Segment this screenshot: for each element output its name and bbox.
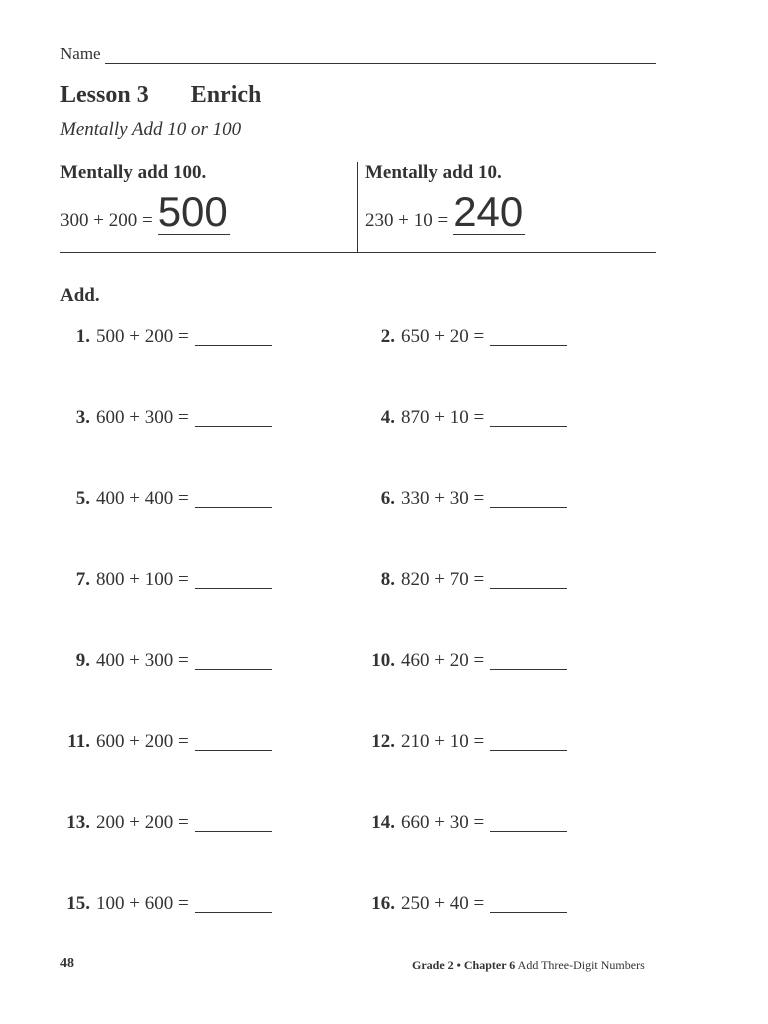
answer-blank[interactable] [490, 587, 567, 589]
answer-blank[interactable] [490, 506, 567, 508]
problem-expression: 250 + 40 = [401, 893, 485, 914]
footer-chapter-title: Add Three-Digit Numbers [517, 958, 645, 972]
example-equation [365, 190, 525, 235]
lesson-number: Lesson 3 [60, 82, 149, 108]
problem-number: 13. [66, 812, 90, 833]
problem-expression: 460 + 20 = [401, 650, 485, 671]
answer-blank[interactable] [490, 668, 567, 670]
problem-item [365, 730, 567, 754]
problem-item [60, 730, 272, 754]
name-line[interactable] [105, 47, 656, 64]
example-heading: Mentally add 10. [365, 162, 502, 183]
problem-number: 3. [75, 407, 90, 428]
lesson-title [60, 80, 261, 110]
problem-number: 2. [380, 326, 395, 347]
example-answer: 240 [453, 188, 524, 235]
problem-item [60, 406, 272, 430]
problem-number: 12. [371, 731, 395, 752]
problem-number: 10. [371, 650, 395, 671]
problem-number: 8. [380, 569, 395, 590]
lesson-type: Enrich [190, 82, 262, 108]
example-box [60, 162, 656, 253]
problem-expression: 650 + 20 = [401, 326, 485, 347]
problem-number: 7. [75, 569, 90, 590]
problem-item [365, 892, 567, 916]
example-equation [60, 190, 230, 235]
footer-chapter [412, 958, 645, 973]
problem-item [365, 406, 567, 430]
problem-expression: 400 + 300 = [96, 650, 189, 671]
problem-item [365, 487, 567, 511]
example-heading: Mentally add 100. [60, 162, 207, 183]
example-divider [357, 162, 358, 252]
example-answer: 500 [157, 188, 228, 235]
example-add-100 [60, 162, 230, 235]
problem-expression: 500 + 200 = [96, 326, 189, 347]
problem-number: 15. [66, 893, 90, 914]
answer-blank[interactable] [195, 668, 272, 670]
answer-blank[interactable] [195, 830, 272, 832]
example-expression: 300 + 200 = [60, 210, 153, 231]
problem-expression: 400 + 400 = [96, 488, 189, 509]
problem-number: 16. [371, 893, 395, 914]
problem-expression: 330 + 30 = [401, 488, 485, 509]
answer-blank[interactable] [490, 425, 567, 427]
problem-expression: 800 + 100 = [96, 569, 189, 590]
answer-blank[interactable] [195, 587, 272, 589]
answer-blank[interactable] [195, 344, 272, 346]
answer-blank[interactable] [490, 911, 567, 913]
footer-grade-chapter: Grade 2 • Chapter 6 [412, 958, 516, 972]
problem-expression: 660 + 30 = [401, 812, 485, 833]
problem-expression: 200 + 200 = [96, 812, 189, 833]
problem-expression: 100 + 600 = [96, 893, 189, 914]
answer-blank[interactable] [490, 749, 567, 751]
problem-number: 1. [75, 326, 90, 347]
problem-item [60, 568, 272, 592]
answer-blank[interactable] [195, 911, 272, 913]
name-label: Name [60, 44, 101, 63]
page-number: 48 [60, 956, 74, 971]
name-field[interactable] [60, 44, 656, 64]
problem-item [60, 649, 272, 673]
problem-item [365, 811, 567, 835]
problem-item [365, 649, 567, 673]
problem-expression: 210 + 10 = [401, 731, 485, 752]
problem-item [60, 892, 272, 916]
problem-expression: 600 + 200 = [96, 731, 189, 752]
problem-item [365, 325, 567, 349]
problem-expression: 870 + 10 = [401, 407, 485, 428]
answer-blank[interactable] [195, 425, 272, 427]
answer-blank[interactable] [490, 830, 567, 832]
problem-expression: 600 + 300 = [96, 407, 189, 428]
instruction-heading: Add. [60, 285, 100, 306]
problem-number: 14. [371, 812, 395, 833]
problem-item [60, 487, 272, 511]
problem-item [60, 325, 272, 349]
example-expression: 230 + 10 = [365, 210, 449, 231]
problem-number: 9. [75, 650, 90, 671]
problem-item [365, 568, 567, 592]
problem-number: 4. [380, 407, 395, 428]
problem-number: 6. [380, 488, 395, 509]
answer-blank[interactable] [195, 506, 272, 508]
problem-expression: 820 + 70 = [401, 569, 485, 590]
lesson-subtitle: Mentally Add 10 or 100 [60, 119, 242, 140]
problem-number: 5. [75, 488, 90, 509]
problem-item [60, 811, 272, 835]
example-add-10 [365, 162, 525, 235]
answer-blank[interactable] [490, 344, 567, 346]
answer-blank[interactable] [195, 749, 272, 751]
problem-number: 11. [67, 731, 90, 752]
